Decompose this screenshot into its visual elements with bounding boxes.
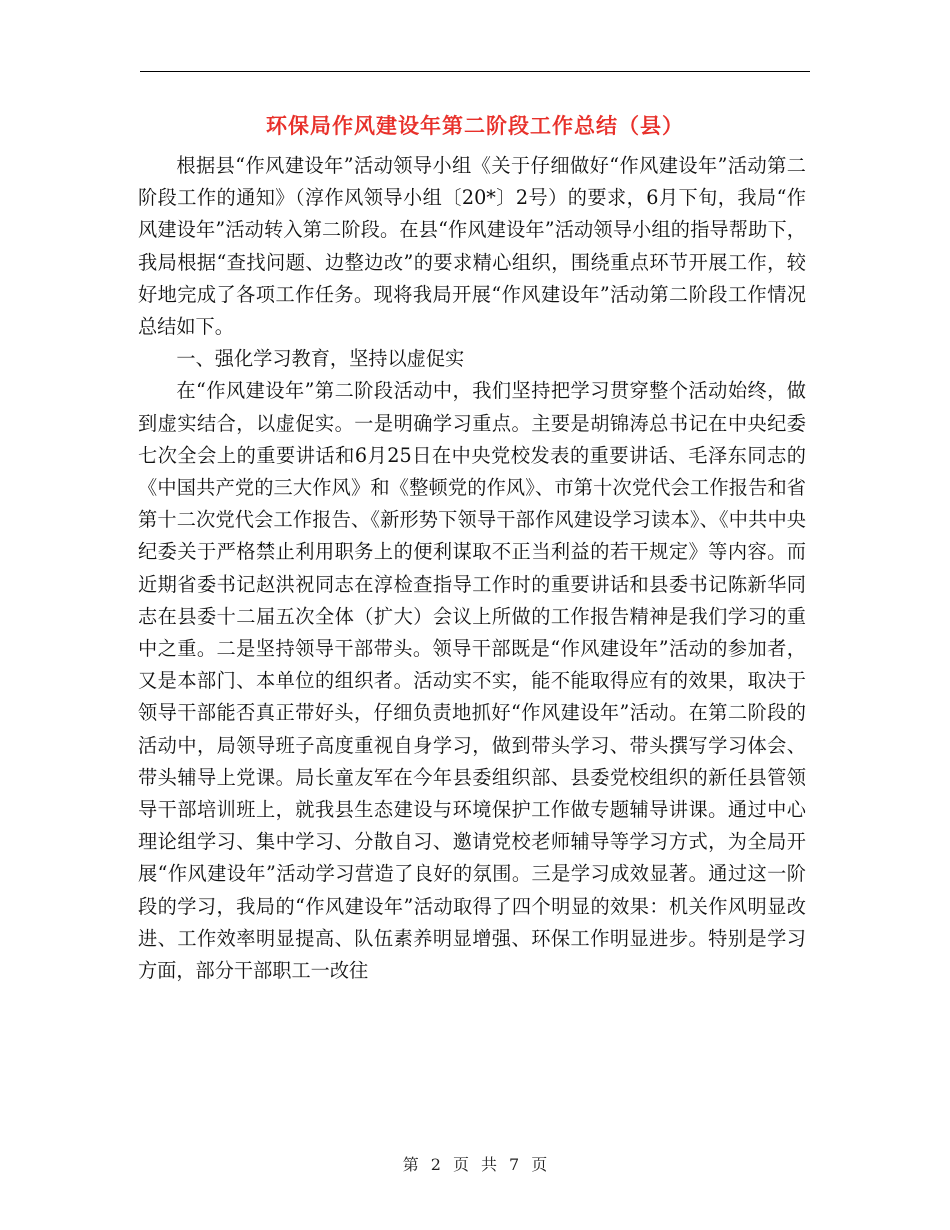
page-mid: 页 — [452, 1155, 469, 1174]
page-footer — [0, 1153, 950, 1177]
section-heading-1: 一、强化学习教育，坚持以虚促实 — [176, 347, 465, 371]
page-total: 7 — [509, 1155, 520, 1174]
document-body — [138, 150, 806, 987]
paragraph-section-1: 在“作风建设年”第二阶段活动中，我们坚持把学习贯穿整个活动始终，做到虚实结合，以虚促实。一是明确学习重点。主要是胡锦涛总书记在中央纪委七次全会上的重要讲话和6月25日在中央党校发表的重要讲话、毛泽东同志的《中国共产党的三大作风》和《整顿党的作风》、市第十次党代会工作报告和省第十二次党代会工作报告、《新形势下领导干部作风建设学习读本》、《中共中央纪委关于严格禁止利用职务上的便利谋取不正当利益的若干规定》等内容。而近期省委书记赵洪祝同志在淳检查指导工作时的重要讲话和县委书记陈新华同志在县委十二届五次全体（扩大）会议上所做的工作报告精神是我们学习的重中之重。二是坚持领导干部带头。领导干部既是“作风建设年”活动的参加者，又是本部门、本单位的组织者。活动实不实，能不能取得应有的效果，取决于领导干部能否真正带好头，仔细负责地抓好“作风建设年”活动。在第二阶段的活动中，局领导班子高度重视自身学习，做到带头学习、带头撰写学习体会、带头辅导上党课。局长童友军在今年县委组织部、县委党校组织的新任县管领导干部培训班上，就我县生态建设与环境保护工作做专题辅导讲课。通过中心理论组学习、集中学习、分散自习、邀请党校老师辅导等学习方式，为全局开展“作风建设年”活动学习营造了良好的氛围。三是学习成效显著。通过这一阶段的学习，我局的“作风建设年”活动取得了四个明显的效果：机关作风明显改进、工作效率明显提高、队伍素养明显增强、环保工作明显进步。特别是学习方面，部分干部职工一改往 — [138, 379, 806, 983]
paragraph-intro: 根据县“作风建设年”活动领导小组《关于仔细做好“作风建设年”活动第二阶段工作的通知》（淳作风领导小组〔20*〕2号）的要求，6月下旬，我局“作风建设年”活动转入第二阶段。在县“作风建设年”活动领导小组的指导帮助下，我局根据“查找问题、边整边改”的要求精心组织，围绕重点环节开展工作，较好地完成了各项工作任务。现将我局开展“作风建设年”活动第二阶段工作情况总结如下。 — [138, 154, 806, 339]
page-prefix: 第 — [402, 1155, 419, 1174]
document-title: 环保局作风建设年第二阶段工作总结（县） — [266, 113, 684, 138]
page-current: 2 — [430, 1155, 441, 1174]
total-prefix: 共 — [481, 1155, 498, 1174]
header-rule — [140, 71, 810, 72]
page-suffix: 页 — [531, 1155, 548, 1174]
